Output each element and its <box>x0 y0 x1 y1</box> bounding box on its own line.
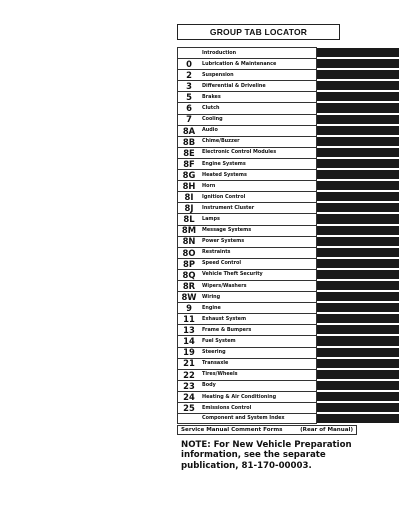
group-label: Suspension <box>202 71 234 78</box>
tab-row[interactable] <box>177 102 400 113</box>
group-label: Instrument Cluster <box>202 204 255 211</box>
black-tab-marker[interactable] <box>317 203 399 212</box>
group-label: Introduction <box>202 49 237 56</box>
tab-row-cell <box>177 269 317 280</box>
black-tab-marker[interactable] <box>317 214 399 223</box>
tab-row-cell <box>177 191 317 202</box>
group-number: 8M <box>181 225 197 236</box>
tab-row-cell <box>177 247 317 258</box>
tab-row[interactable] <box>177 369 400 380</box>
group-number: 2 <box>186 70 192 81</box>
black-tab-marker[interactable] <box>317 414 399 423</box>
group-label: Emissions Control <box>202 404 252 411</box>
black-tab-marker[interactable] <box>317 59 399 68</box>
comment-forms-row <box>177 425 357 435</box>
group-label: Message Systems <box>202 227 252 234</box>
tab-row-cell <box>177 302 317 313</box>
group-label: Power Systems <box>202 238 245 245</box>
tab-row-cell <box>177 313 317 324</box>
black-tab-marker[interactable] <box>317 381 399 390</box>
group-label: Exhaust System <box>202 315 247 322</box>
tab-row-cell <box>177 335 317 346</box>
black-tab-marker[interactable] <box>317 336 399 345</box>
tab-row-cell <box>177 380 317 391</box>
tab-row[interactable] <box>177 169 400 180</box>
tab-row-cell <box>177 358 317 369</box>
black-tab-marker[interactable] <box>317 181 399 190</box>
tab-row[interactable] <box>177 80 400 91</box>
black-tab-marker[interactable] <box>317 226 399 235</box>
group-label: Lamps <box>202 216 220 222</box>
tab-row-cell <box>177 225 317 236</box>
black-tab-marker[interactable] <box>317 281 399 290</box>
black-tab-marker[interactable] <box>317 325 399 334</box>
tab-row[interactable] <box>177 380 400 391</box>
group-label: Transaxle <box>202 360 229 367</box>
tab-row-cell <box>177 158 317 169</box>
group-number: 8N <box>182 236 196 247</box>
group-number: 0 <box>186 58 192 69</box>
comment-forms-location: (Rear of Manual) <box>300 427 353 433</box>
tab-row-cell <box>177 391 317 402</box>
black-tab-marker[interactable] <box>317 148 399 157</box>
tab-row-cell <box>177 236 317 247</box>
black-tab-marker[interactable] <box>317 170 399 179</box>
group-label: Heated Systems <box>202 171 247 178</box>
black-tab-marker[interactable] <box>317 237 399 246</box>
black-tab-marker[interactable] <box>317 292 399 301</box>
group-label: Steering <box>202 349 226 356</box>
tab-locator-list <box>177 47 400 424</box>
black-tab-marker[interactable] <box>317 159 399 168</box>
tab-row-cell <box>177 413 317 424</box>
group-number: 8R <box>182 280 196 291</box>
group-number: 8J <box>184 203 194 214</box>
black-tab-marker[interactable] <box>317 392 399 401</box>
tab-row[interactable] <box>177 180 400 191</box>
black-tab-marker[interactable] <box>317 359 399 368</box>
group-label: Fuel System <box>202 338 236 345</box>
group-label: Engine <box>202 304 221 311</box>
group-label: Component and System Index <box>202 415 285 422</box>
tab-row[interactable] <box>177 413 400 424</box>
black-tab-marker[interactable] <box>317 103 399 112</box>
group-label: Cooling <box>202 116 223 123</box>
group-number: 5 <box>186 92 192 103</box>
group-number: 22 <box>183 369 195 380</box>
group-label: Engine Systems <box>202 160 246 167</box>
group-label: Horn <box>202 182 216 189</box>
group-label: Wipers/Washers <box>202 282 247 289</box>
group-number: 9 <box>186 303 192 313</box>
tab-row[interactable] <box>177 213 400 224</box>
group-number: 25 <box>183 402 195 413</box>
black-tab-marker[interactable] <box>317 259 399 268</box>
tab-row[interactable] <box>177 136 400 147</box>
group-number: 23 <box>183 380 195 391</box>
tab-row[interactable] <box>177 324 400 335</box>
tab-row[interactable] <box>177 114 400 125</box>
tab-row[interactable] <box>177 291 400 302</box>
tab-row-cell <box>177 258 317 269</box>
group-label: Differential & Driveline <box>202 82 266 89</box>
black-tab-marker[interactable] <box>317 192 399 201</box>
group-number: 19 <box>183 347 195 358</box>
group-number: 8B <box>182 136 196 147</box>
group-label: Chime/Buzzer <box>202 138 240 145</box>
tab-row[interactable] <box>177 302 400 313</box>
tab-row-cell <box>177 291 317 302</box>
tab-row[interactable] <box>177 313 400 324</box>
black-tab-marker[interactable] <box>317 270 399 279</box>
group-number: 7 <box>186 114 192 125</box>
tab-row[interactable] <box>177 402 400 413</box>
tab-row-cell <box>177 136 317 147</box>
tab-row[interactable] <box>177 191 400 202</box>
black-tab-marker[interactable] <box>317 348 399 357</box>
tab-row-cell <box>177 69 317 80</box>
black-tab-marker[interactable] <box>317 303 399 312</box>
group-label: Wiring <box>202 293 221 300</box>
tab-row[interactable] <box>177 269 400 280</box>
black-tab-marker[interactable] <box>317 81 399 90</box>
group-number: 8A <box>182 125 196 136</box>
tab-row-cell <box>177 58 317 69</box>
group-number: 8L <box>183 214 195 225</box>
group-label: Electronic Control Modules <box>202 149 277 156</box>
tab-row[interactable] <box>177 147 400 158</box>
group-label: Body <box>202 382 216 389</box>
tab-row[interactable] <box>177 225 400 236</box>
black-tab-marker[interactable] <box>317 248 399 257</box>
tab-row[interactable] <box>177 258 400 269</box>
tab-row-cell <box>177 202 317 213</box>
group-number: 6 <box>186 103 192 114</box>
group-label: Clutch <box>202 105 220 112</box>
black-tab-marker[interactable] <box>317 370 399 379</box>
group-label: Tires/Wheels <box>202 371 238 378</box>
group-number: 8I <box>184 192 194 203</box>
group-number: 8E <box>183 147 195 158</box>
group-number: 8H <box>182 180 196 191</box>
black-tab-marker[interactable] <box>317 403 399 412</box>
tab-row[interactable] <box>177 391 400 402</box>
tab-row-cell <box>177 102 317 113</box>
tab-row-cell <box>177 280 317 291</box>
black-tab-marker[interactable] <box>317 70 399 79</box>
black-tab-marker[interactable] <box>317 92 399 101</box>
group-label: Brakes <box>202 93 221 100</box>
black-tab-marker[interactable] <box>317 314 399 323</box>
tab-row[interactable] <box>177 47 400 58</box>
comment-forms-label: Service Manual Comment Forms <box>181 427 283 433</box>
group-label: Frame & Bumpers <box>202 326 252 333</box>
tab-row-cell <box>177 47 317 58</box>
black-tab-marker[interactable] <box>317 126 399 135</box>
tab-row[interactable] <box>177 202 400 213</box>
tab-row-cell <box>177 369 317 380</box>
group-number: 8W <box>181 291 197 302</box>
black-tab-marker[interactable] <box>317 137 399 146</box>
tab-row-cell <box>177 80 317 91</box>
tab-row[interactable] <box>177 236 400 247</box>
group-number: 8G <box>182 169 196 180</box>
group-number: 11 <box>183 314 195 325</box>
tab-row[interactable] <box>177 125 400 136</box>
tab-row[interactable] <box>177 347 400 358</box>
group-number: 24 <box>183 391 195 402</box>
tab-row[interactable] <box>177 158 400 169</box>
black-tab-marker[interactable] <box>317 48 399 57</box>
group-number: 3 <box>186 81 192 92</box>
group-number: 8P <box>183 258 195 269</box>
tab-row-cell <box>177 347 317 358</box>
vehicle-preparation-note: NOTE: For New Vehicle Preparation information, see the separate publication, 81-170-00003. <box>181 440 352 471</box>
tab-row-cell <box>177 114 317 125</box>
tab-row[interactable] <box>177 69 400 80</box>
tab-row-cell <box>177 180 317 191</box>
tab-row[interactable] <box>177 280 400 291</box>
tab-row-cell <box>177 324 317 335</box>
tab-row-cell <box>177 125 317 136</box>
tab-row[interactable] <box>177 91 400 102</box>
group-label: Heating & Air Conditioning <box>202 393 277 400</box>
tab-row-cell <box>177 402 317 413</box>
group-label: Vehicle Theft Security <box>202 271 263 278</box>
group-label: Audio <box>202 127 218 134</box>
group-number: 13 <box>183 325 195 336</box>
group-label: Restraints <box>202 249 231 256</box>
group-label: Speed Control <box>202 260 242 267</box>
group-number: 21 <box>183 358 195 369</box>
black-tab-marker[interactable] <box>317 115 399 124</box>
tab-row-cell <box>177 147 317 158</box>
group-number: 14 <box>183 336 195 347</box>
group-number: 8Q <box>182 269 196 280</box>
group-label: Ignition Control <box>202 193 246 200</box>
tab-row[interactable] <box>177 58 400 69</box>
tab-row[interactable] <box>177 247 400 258</box>
group-number: 8O <box>182 247 196 258</box>
group-tab-locator-title: GROUP TAB LOCATOR <box>177 24 340 40</box>
tab-row[interactable] <box>177 358 400 369</box>
tab-row-cell <box>177 213 317 224</box>
tab-row-cell <box>177 91 317 102</box>
group-number: 8F <box>183 158 195 169</box>
group-label: Lubrication & Maintenance <box>202 60 277 67</box>
tab-row[interactable] <box>177 335 400 346</box>
tab-row-cell <box>177 169 317 180</box>
